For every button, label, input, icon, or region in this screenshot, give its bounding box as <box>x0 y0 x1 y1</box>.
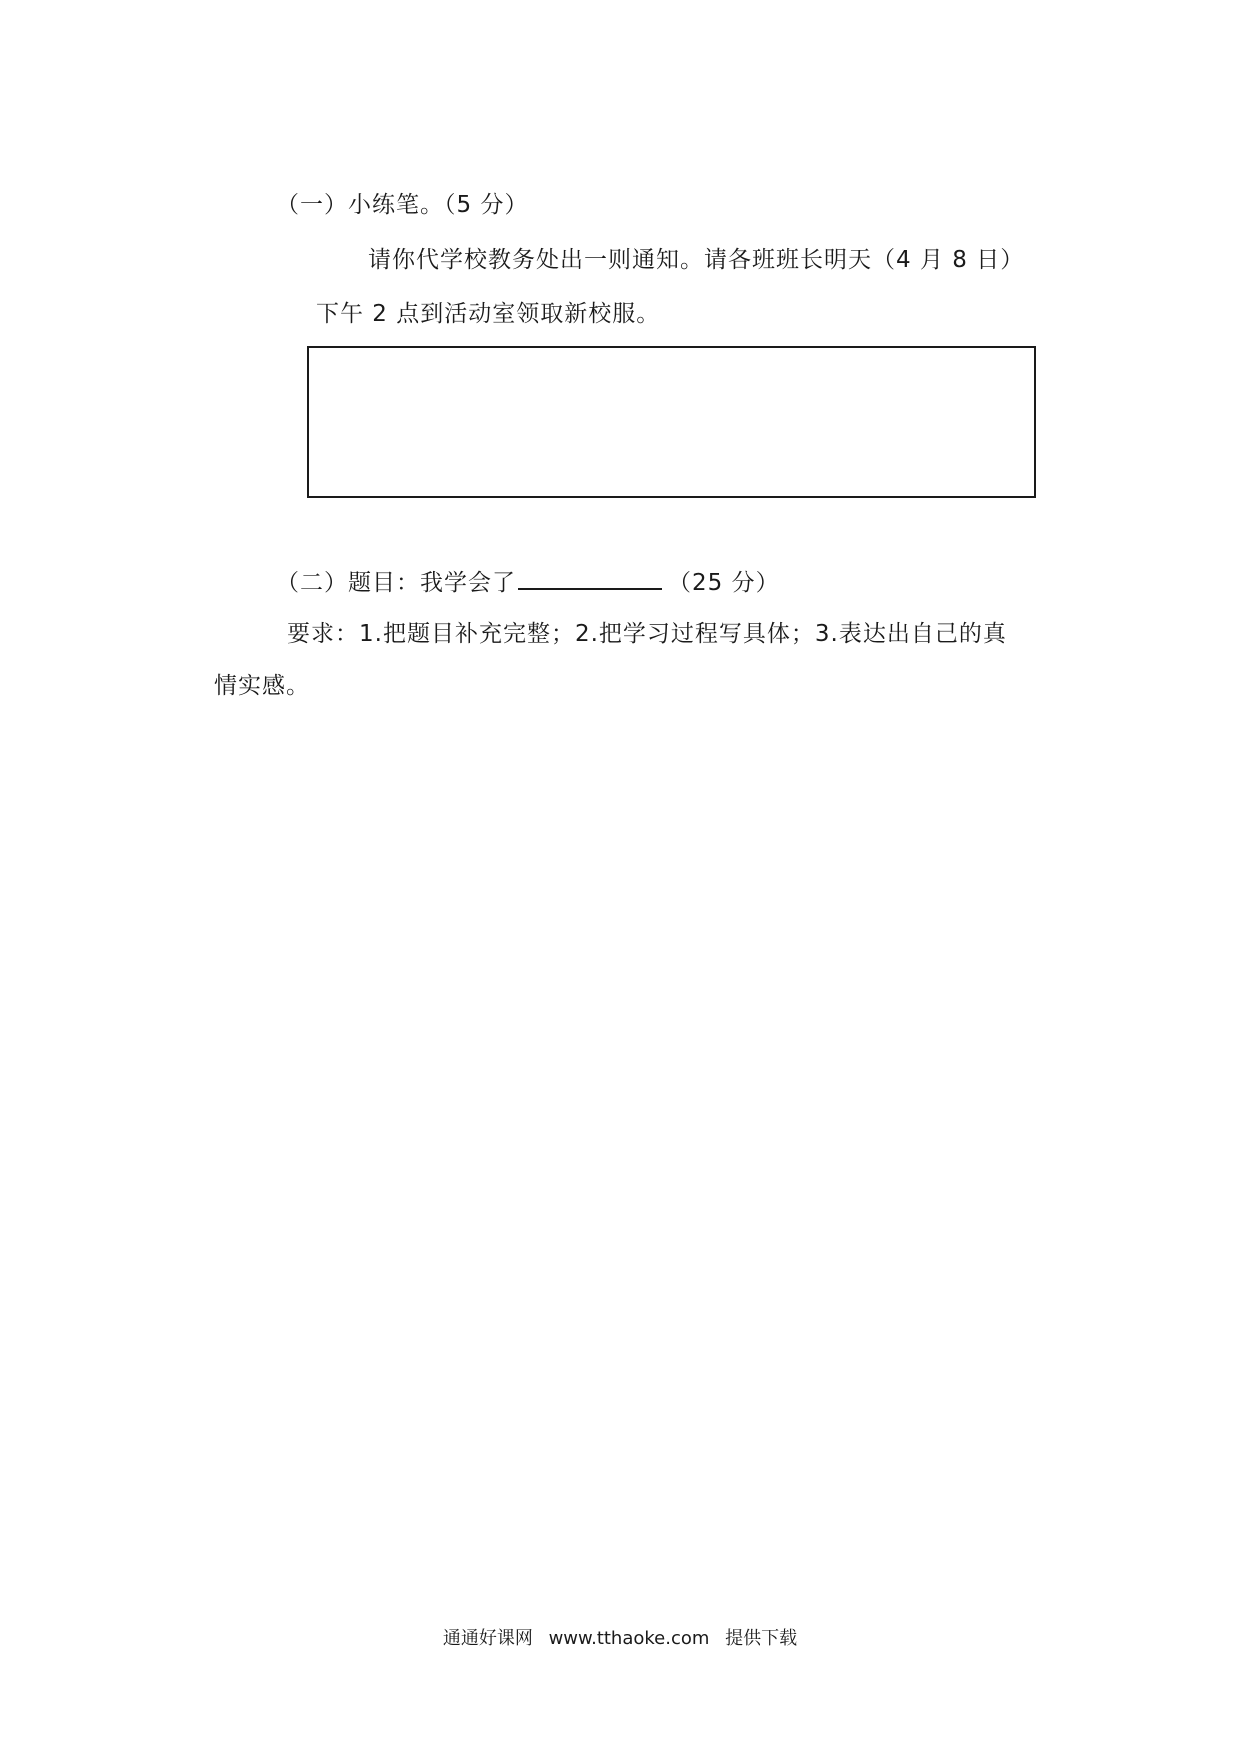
section2-requirement-line1: 要求：1.把题目补充完整；2.把学习过程写具体；3.表达出自己的真 <box>287 621 1007 647</box>
section2-heading-prefix: （二）题目：我学会了 <box>276 570 516 596</box>
footer <box>0 1627 1240 1651</box>
section1-heading: （一）小练笔。（5 分） <box>276 192 529 218</box>
answer-box[interactable] <box>307 346 1036 498</box>
section1-prompt-line2: 下午 2 点到活动室领取新校服。 <box>316 301 661 327</box>
footer-site-name: 通通好课网 <box>442 1628 533 1649</box>
title-blank[interactable] <box>518 566 662 590</box>
section1-prompt-line1: 请你代学校教务处出一则通知。请各班班长明天（4 月 8 日） <box>368 247 1025 273</box>
footer-url[interactable]: www.tthaoke.com <box>548 1628 710 1649</box>
footer-suffix: 提供下载 <box>725 1628 798 1649</box>
section2-requirement-line2: 情实感。 <box>214 673 310 699</box>
section2-heading <box>276 566 780 598</box>
section2-heading-suffix: （25 分） <box>668 570 780 596</box>
